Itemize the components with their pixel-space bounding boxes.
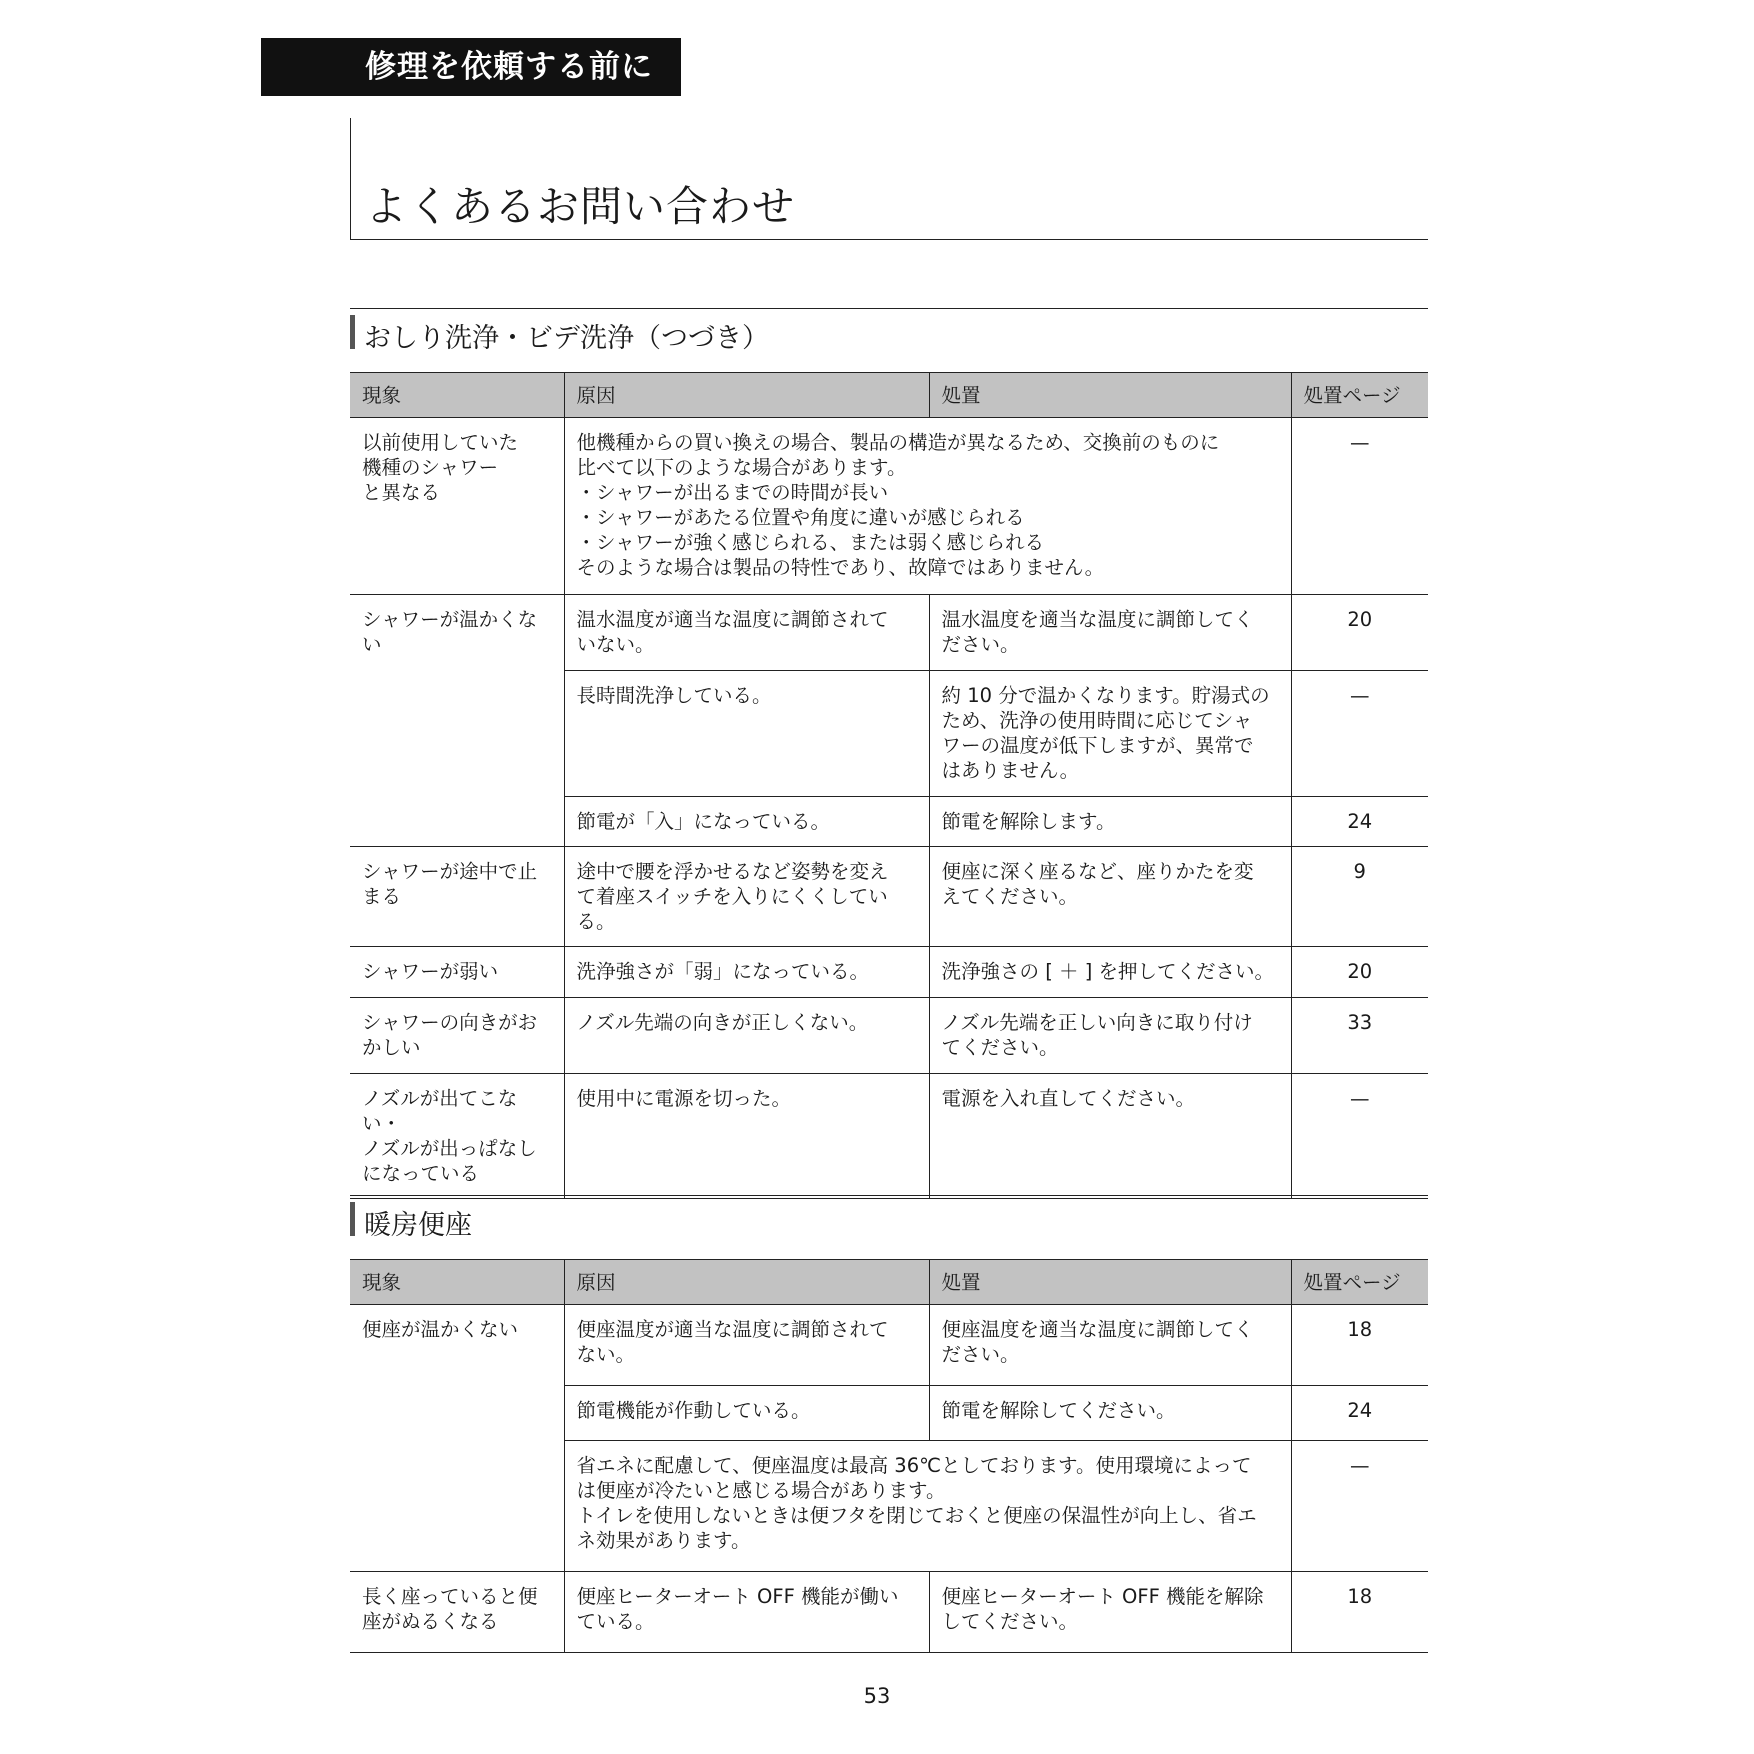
page-cell: 33	[1291, 998, 1428, 1074]
cause-cell: 節電が「入」になっている。	[564, 797, 929, 847]
column-header-symptom: 現象	[350, 373, 564, 418]
page-cell: 18	[1291, 1572, 1428, 1653]
cause-cell: 便座ヒーターオート OFF 機能が働い ている。	[564, 1572, 929, 1653]
remedy-cell: 約 10 分で温かくなります。貯湯式の ため、洗浄の使用時間に応じてシャ ワーの温度が低下しますが、異常で はありません。	[929, 671, 1291, 797]
table-row	[350, 847, 1428, 947]
chapter-tab: 修理を依頼する前に	[261, 38, 681, 96]
remedy-cell: ノズル先端を正しい向きに取り付け てください。	[929, 998, 1291, 1074]
cause-cell: 長時間洗浄している。	[564, 671, 929, 797]
cause-cell: ノズル先端の向きが正しくない。	[564, 998, 929, 1074]
table-row	[350, 947, 1428, 998]
page-cell: 20	[1291, 947, 1428, 998]
page-cell: —	[1291, 1074, 1428, 1199]
column-header-remedy: 処置	[929, 373, 1291, 418]
column-header-page: 処置ページ	[1291, 1260, 1428, 1305]
page-cell: 24	[1291, 797, 1428, 847]
page-number: 53	[863, 1684, 891, 1708]
table-row	[350, 998, 1428, 1074]
remedy-cell: 節電を解除します。	[929, 797, 1291, 847]
table-row	[350, 418, 1428, 595]
symptom-cell: シャワーの向きがお かしい	[350, 998, 564, 1074]
column-header-remedy: 処置	[929, 1260, 1291, 1305]
page-cell: —	[1291, 1441, 1428, 1572]
symptom-cell: シャワーが弱い	[350, 947, 564, 998]
section-heading-heated-seat	[350, 1195, 1428, 1241]
remedy-cell: 便座に深く座るなど、座りかたを変 えてください。	[929, 847, 1291, 947]
cause-cell: 便座温度が適当な温度に調節されて ない。	[564, 1305, 929, 1386]
remedy-cell: 便座温度を適当な温度に調節してく ださい。	[929, 1305, 1291, 1386]
remedy-cell: 洗浄強さの [ ＋ ] を押してください。	[929, 947, 1291, 998]
symptom-cell: シャワーが途中で止 まる	[350, 847, 564, 947]
remedy-cell: 便座ヒーターオート OFF 機能を解除 してください。	[929, 1572, 1291, 1653]
cause-cell: 洗浄強さが「弱」になっている。	[564, 947, 929, 998]
table-row	[350, 1074, 1428, 1199]
symptom-cell: ノズルが出てこない・ ノズルが出っぱなし になっている	[350, 1074, 564, 1199]
faq-table-washing	[350, 372, 1428, 1199]
cause-cell: 途中で腰を浮かせるなど姿勢を変え て着座スイッチを入りにくくしている。	[564, 847, 929, 947]
table-row	[350, 1305, 1428, 1386]
symptom-cell: 長く座っていると便 座がぬるくなる	[350, 1572, 564, 1653]
table-header-row	[350, 373, 1428, 418]
symptom-cell: 便座が温かくない	[350, 1305, 564, 1572]
column-header-cause: 原因	[564, 1260, 929, 1305]
page-cell: 9	[1291, 847, 1428, 947]
section-marker	[350, 315, 355, 349]
table-row	[350, 1572, 1428, 1653]
cause-cell: 節電機能が作動している。	[564, 1386, 929, 1441]
column-header-page: 処置ページ	[1291, 373, 1428, 418]
section-marker	[350, 1202, 355, 1236]
remedy-cell: 温水温度を適当な温度に調節してく ださい。	[929, 595, 1291, 671]
remedy-cell: 節電を解除してください。	[929, 1386, 1291, 1441]
page-cell: —	[1291, 418, 1428, 595]
page-title-block	[350, 118, 1428, 240]
table-row	[350, 595, 1428, 671]
symptom-cell: 以前使用していた 機種のシャワー と異なる	[350, 418, 564, 595]
faq-table-heated-seat	[350, 1259, 1428, 1653]
cause-cell: 他機種からの買い換えの場合、製品の構造が異なるため、交換前のものに 比べて以下のような場合があります。 ・シャワーが出るまでの時間が長い ・シャワーがあたる位置や角度に違いが感じられる ・シャワーが強く感じられる、または弱く感じられる そのような場合は製品の特性であり、故障ではありません。	[564, 418, 1291, 595]
page-title: よくあるお問い合わせ	[365, 182, 796, 231]
section-title: おしり洗浄・ビデ洗浄（つづき）	[364, 323, 769, 354]
page-cell: 18	[1291, 1305, 1428, 1386]
table-header-row	[350, 1260, 1428, 1305]
page-cell: 20	[1291, 595, 1428, 671]
symptom-cell: シャワーが温かくな い	[350, 595, 564, 847]
column-header-cause: 原因	[564, 373, 929, 418]
section-title: 暖房便座	[364, 1210, 472, 1241]
cause-cell: 省エネに配慮して、便座温度は最高 36℃としております。使用環境によって は便座が冷たいと感じる場合があります。 トイレを使用しないときは便フタを閉じておくと便座の保温性が向上し、省エ ネ効果があります。	[564, 1441, 1291, 1572]
cause-cell: 温水温度が適当な温度に調節されて いない。	[564, 595, 929, 671]
column-header-symptom: 現象	[350, 1260, 564, 1305]
page-cell: 24	[1291, 1386, 1428, 1441]
section-heading-washing	[350, 308, 1428, 354]
page-cell: —	[1291, 671, 1428, 797]
remedy-cell: 電源を入れ直してください。	[929, 1074, 1291, 1199]
cause-cell: 使用中に電源を切った。	[564, 1074, 929, 1199]
